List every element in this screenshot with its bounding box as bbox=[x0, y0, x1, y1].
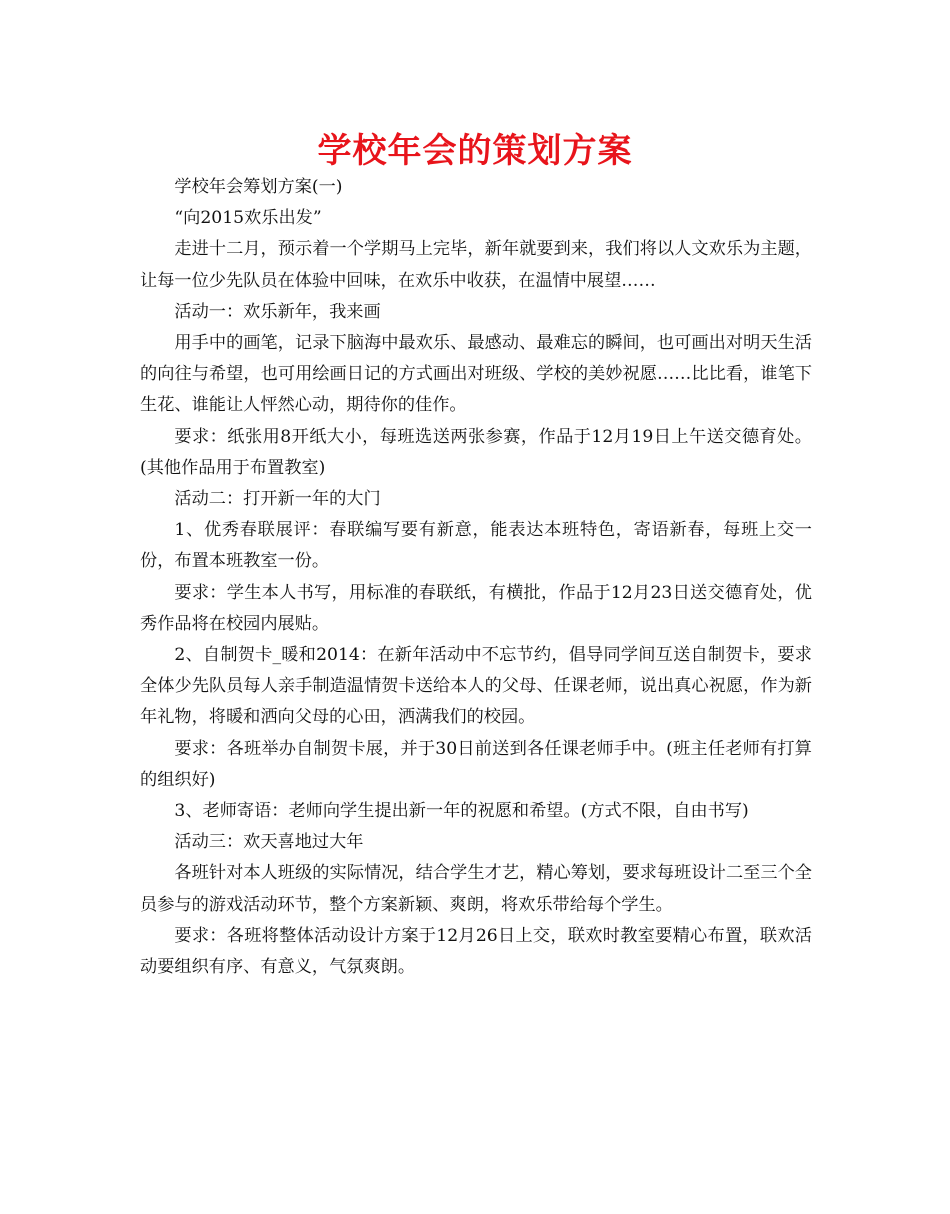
paragraph-activity-2-heading: 活动二：打开新一年的大门 bbox=[174, 489, 381, 510]
paragraph-activity-2-item-1-req: 要求：学生本人书写，用标准的春联纸，有横批，作品于12月23日送交德育处，优秀作品将在校园内展贴。 bbox=[140, 582, 812, 634]
paragraph-activity-1-desc: 用手中的画笔，记录下脑海中最欢乐、最感动、最难忘的瞬间，也可画出对明天生活的向往与希望，也可用绘画日记的方式画出对班级、学校的美妙祝愿……比比看，谁笔下生花、谁能让人怦然心动，期待你的佳作。 bbox=[140, 333, 812, 416]
paragraph-activity-2-item-2: 2、自制贺卡_暖和2014：在新年活动中不忘节约，倡导同学间互送自制贺卡，要求全体少先队员每人亲手制造温情贺卡送给本人的父母、任课老师，说出真心祝愿，作为新年礼物，将暖和洒向父母的心田，洒满我们的校园。 bbox=[140, 645, 812, 728]
paragraph-activity-3-req: 要求：各班将整体活动设计方案于12月26日上交，联欢时教室要精心布置，联欢活动要组织有序、有意义，气氛爽朗。 bbox=[140, 925, 812, 978]
paragraph-activity-2-item-3: 3、老师寄语：老师向学生提出新一年的祝愿和希望。(方式不限，自由书写) bbox=[174, 801, 749, 822]
paragraph-activity-1-req: 要求：纸张用8开纸大小，每班选送两张参赛，作品于12月19日上午送交德育处。(其他作品用于布置教室) bbox=[140, 426, 812, 478]
paragraph-intro: 走进十二月，预示着一个学期马上完毕，新年就要到来，我们将以人文欢乐为主题，让每一位少先队员在体验中回味，在欢乐中收获，在温情中展望…… bbox=[140, 239, 812, 291]
paragraph-activity-2-item-1: 1、优秀春联展评：春联编写要有新意，能表达本班特色，寄语新春，每班上交一份，布置本班教室一份。 bbox=[140, 520, 812, 572]
document-title: 学校年会的策划方案 bbox=[317, 131, 633, 171]
paragraph-activity-3-desc: 各班针对本人班级的实际情况，结合学生才艺，精心筹划，要求每班设计二至三个全员参与的游戏活动环节，整个方案新颖、爽朗，将欢乐带给每个学生。 bbox=[140, 863, 812, 915]
paragraph-activity-2-item-2-req: 要求：各班举办自制贺卡展，并于30日前送到各任课老师手中。(班主任老师有打算的组织好) bbox=[140, 738, 812, 790]
paragraph-plan-heading: 学校年会筹划方案(一) bbox=[174, 177, 343, 197]
document-body bbox=[140, 172, 812, 983]
paragraph-slogan: “向2015欢乐出发” bbox=[174, 208, 322, 229]
paragraph-activity-3-heading: 活动三：欢天喜地过大年 bbox=[174, 832, 364, 853]
paragraph-activity-1-heading: 活动一：欢乐新年，我来画 bbox=[174, 301, 381, 322]
